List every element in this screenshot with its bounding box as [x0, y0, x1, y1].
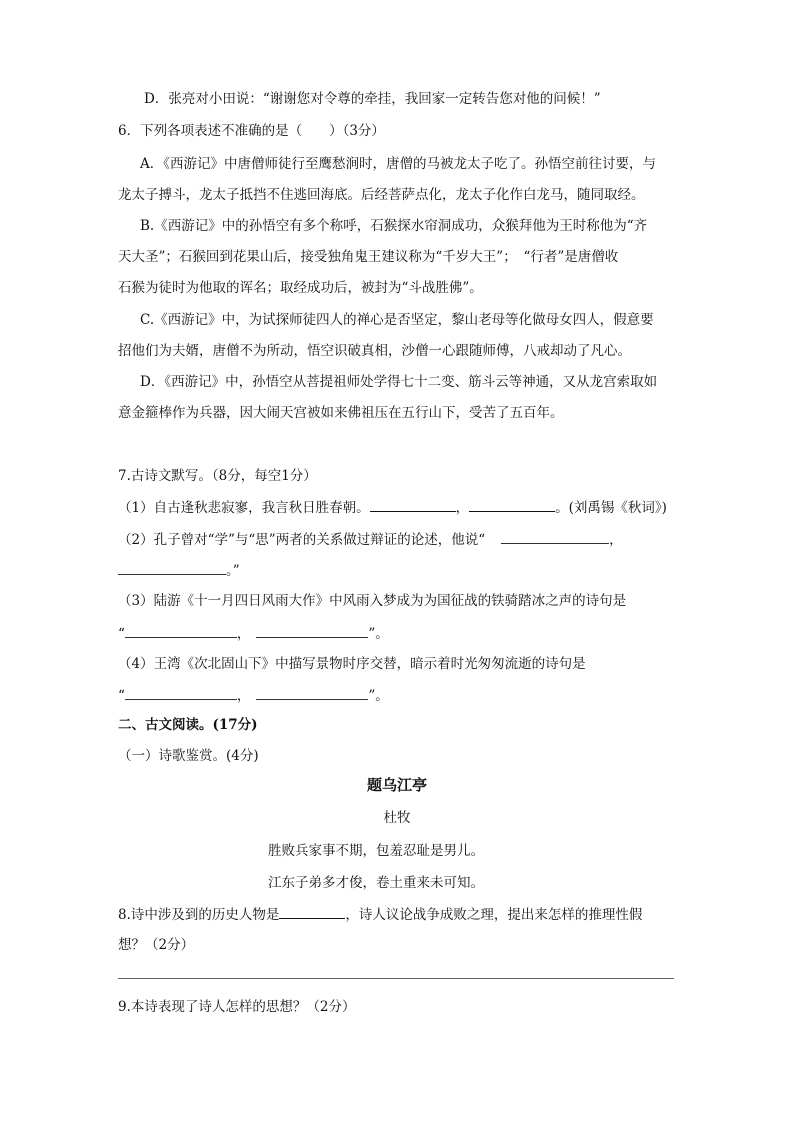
- q7-part4-open: “: [118, 688, 125, 704]
- q8-text-after: ，诗人议论战争成败之理，提出来怎样的推理性假: [345, 907, 643, 923]
- q6-option-b-line1: B.《西游记》中的孙悟空有多个称呼，石猴探水帘洞成功，众猴拜他为王时称他为“齐: [140, 218, 648, 234]
- q7-part4-sep: ，: [236, 688, 251, 704]
- q7-part3-line1: （3）陆游《十一月四日风雨大作》中风雨入梦成为为国征战的铁骑踏冰之声的诗句是: [118, 593, 627, 609]
- q7-part1-blank-1[interactable]: [370, 498, 456, 512]
- q7-part4-blank-1[interactable]: [125, 686, 237, 700]
- q7-part1-blank-2[interactable]: [469, 498, 555, 512]
- q9-text: 9.本诗表现了诗人怎样的思想？（2分）: [118, 999, 356, 1015]
- q8-answer-line[interactable]: [118, 978, 674, 979]
- q7-part4-line2: [118, 686, 389, 705]
- poem-author: 杜牧: [383, 810, 411, 826]
- q7-part1-sep: ，: [455, 500, 470, 516]
- section2-heading: 二、古文阅读。(17分): [118, 717, 258, 733]
- q6-option-b-line3: 石猴为徒时为他取的诨名；取经成功后，被封为“斗战胜佛”。: [118, 280, 483, 296]
- q6-option-a-line2: 龙太子搏斗，龙太子抵挡不住逃回海底。后经菩萨点化，龙太子化作白龙马，随同取经。: [118, 187, 645, 203]
- q7-part3-sep: ，: [236, 626, 251, 642]
- q6-option-c-line1: C.《西游记》中，为试探师徒四人的禅心是否坚定，黎山老母等化做母女四人，假意要: [140, 312, 654, 328]
- q8-text-before: 8.诗中涉及到的历史人物是: [118, 907, 280, 923]
- q7-part1-text: （1）自古逢秋悲寂寥，我言秋日胜春朝。: [118, 500, 370, 516]
- q7-part3-line2: [118, 624, 389, 643]
- q7-part2-blank-1[interactable]: [501, 530, 609, 544]
- q7-part1-end: 。(刘禹锡《秋词》): [555, 500, 667, 516]
- q6-option-a-line1: A．《西游记》中唐僧师徒行至鹰愁涧时，唐僧的马被龙太子吃了。孙悟空前往讨要，与: [140, 156, 656, 172]
- q7-part4-blank-2[interactable]: [256, 686, 368, 700]
- q6-stem: 6．下列各项表述不准确的是（ ）（3分）: [118, 123, 385, 139]
- q8-line1: [118, 905, 642, 924]
- q7-part2-line2: [118, 561, 240, 580]
- q6-option-c-line2: 招他们为夫婿，唐僧不为所动，悟空识破真相，沙僧一心跟随师傅，八戒却动了凡心。: [118, 343, 631, 359]
- q8-blank[interactable]: [279, 905, 345, 919]
- q7-part2-line1: [118, 530, 623, 549]
- poem-line-1: 胜败兵家事不期，包羞忍耻是男儿。: [268, 843, 484, 859]
- q7-part4-end: ”。: [368, 688, 389, 704]
- q7-part3-end: ”。: [368, 626, 389, 642]
- q8-line2: 想？（2分）: [118, 937, 195, 953]
- q7-part4-line1: （4）王湾《次北固山下》中描写景物时序交替，暗示着时光匆匆流逝的诗句是: [118, 656, 586, 672]
- q7-part3-open: “: [118, 626, 125, 642]
- q5-option-d: D．张亮对小田说：“谢谢您对令尊的牵挂，我回家一定转告您对他的问候！”: [144, 91, 601, 107]
- q7-part2-blank-2[interactable]: [118, 561, 226, 575]
- q7-part2-text: （2）孔子曾对“学”与“思”两者的关系做过辩证的论述，他说“: [118, 532, 486, 548]
- section2-sub1: （一）诗歌鉴赏。(4分): [118, 748, 259, 764]
- q7-part2-end: 。”: [226, 563, 240, 579]
- q6-option-b-line2: 天大圣”；石猴回到花果山后，接受独角鬼王建议称为“千岁大王”； “行者”是唐僧收: [118, 249, 619, 265]
- q7-part3-blank-2[interactable]: [256, 624, 368, 638]
- q7-part2-sep: ，: [609, 532, 623, 548]
- q7-part1: [118, 498, 667, 517]
- q6-option-d-line1: D．《西游记》中，孙悟空从菩提祖师处学得七十二变、筋斗云等神通，又从龙宫索取如: [140, 374, 658, 390]
- q6-option-d-line2: 意金箍棒作为兵器，因大闹天宫被如来佛祖压在五行山下，受苦了五百年。: [118, 405, 564, 421]
- poem-title: 题乌江亭: [366, 776, 427, 794]
- q7-part3-blank-1[interactable]: [125, 624, 237, 638]
- poem-line-2: 江东子弟多才俊，卷土重来未可知。: [268, 875, 484, 891]
- q7-stem: 7.古诗文默写。（8分，每空1分）: [118, 468, 317, 484]
